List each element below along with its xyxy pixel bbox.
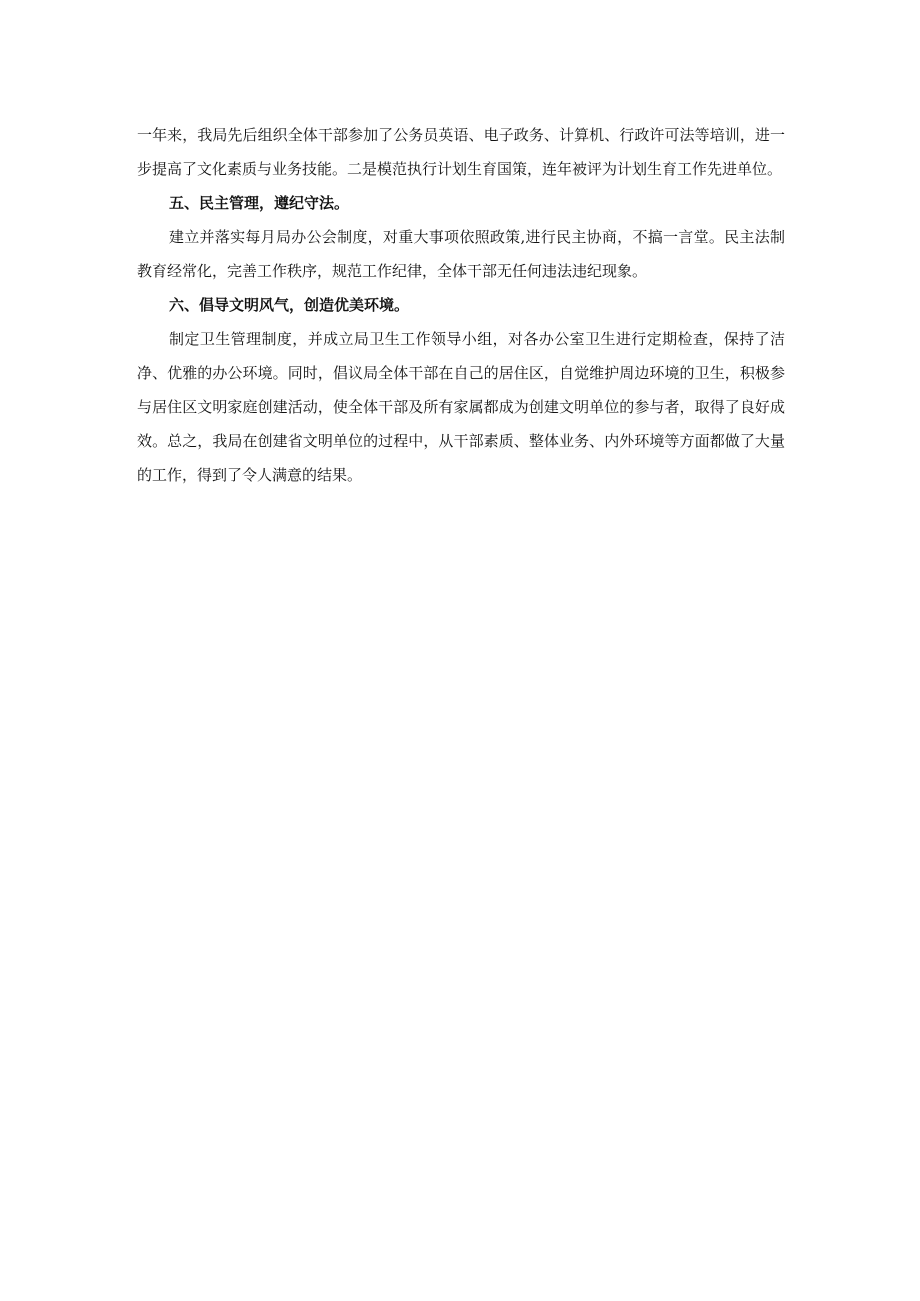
section-heading-six: 六、倡导文明风气，创造优美环境。 [169,296,410,314]
paragraph-training: 一年来，我局先后组织全体干部参加了公务员英语、电子政务、计算机、行政许可法等培训，进一步提高了文化素质与业务技能。二是模范执行计划生育国策，连年被评为计划生育工作先进单位。 [137,126,785,178]
paragraph-environment: 制定卫生管理制度，并成立局卫生工作领导小组，对各办公室卫生进行定期检查，保持了洁净、优雅的办公环境。同时，倡议局全体干部在自己的居住区，自觉维护周边环境的卫生，积极参与居住区文明家庭创建活动，使全体干部及所有家属都成为创建文明单位的参与者，取得了良好成效。总之，我局在创建省文明单位的过程中，从干部素质、整体业务、内外环境等方面都做了大量的工作，得到了令人满意的结果。 [137,330,785,484]
document-body [137,118,785,492]
section-heading-five: 五、民主管理，遵纪守法。 [169,194,350,212]
paragraph-democratic-management: 建立并落实每月局办公会制度，对重大事项依照政策,进行民主协商，不搞一言堂。民主法制教育经常化，完善工作秩序，规范工作纪律，全体干部无任何违法违纪现象。 [137,228,785,280]
